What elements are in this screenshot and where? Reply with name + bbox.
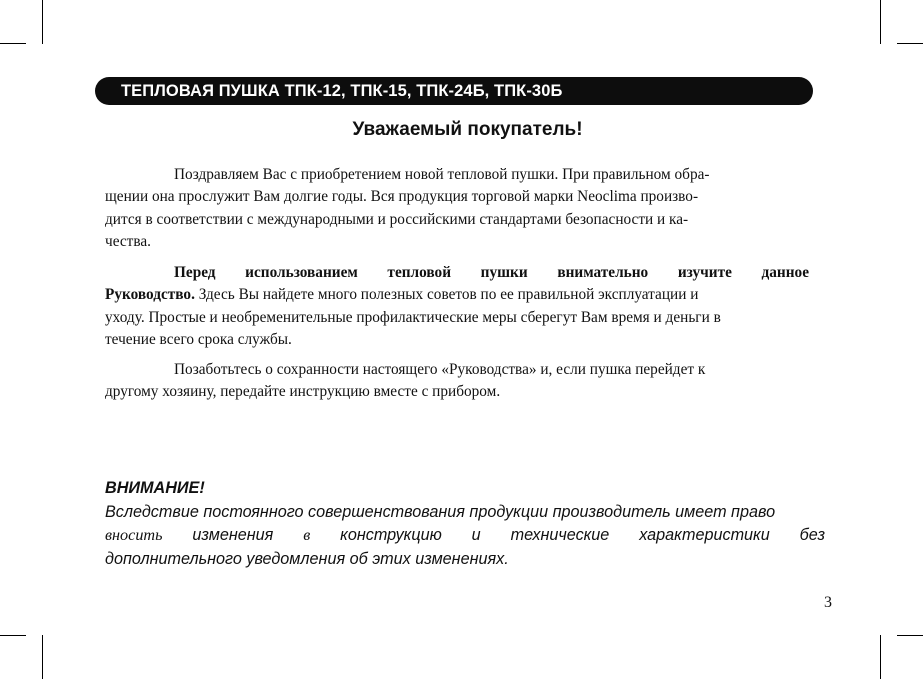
greeting-heading: Уважаемый покупатель!: [352, 119, 583, 140]
crop-mark-top-left-vertical: [42, 0, 43, 44]
paragraph-line: щении она прослужит Вам долгие годы. Вся продукция торговой марки Neoclima произво-: [105, 188, 699, 206]
attention-title: ВНИМАНИЕ!: [105, 479, 205, 497]
attention-notice: [105, 477, 825, 571]
crop-mark-top-right-vertical: [880, 0, 881, 44]
attention-word: изменения: [192, 526, 274, 544]
paragraph-line: [105, 284, 809, 306]
attention-word: технические: [510, 526, 610, 544]
attention-line: Вследствие постоянного совершенствования продукции производитель имеет право: [105, 502, 776, 521]
intro-paragraph: [105, 164, 809, 253]
crop-mark-bottom-left-horizontal: [0, 635, 26, 636]
crop-mark-bottom-left-vertical: [42, 635, 43, 679]
header-title: ТЕПЛОВАЯ ПУШКА ТПК-12, ТПК-15, ТПК-24Б, ТПК-30Б: [121, 81, 563, 100]
crop-mark-bottom-right-vertical: [880, 635, 881, 679]
attention-word: без: [799, 526, 826, 544]
keep-manual-paragraph: [105, 359, 809, 404]
paragraph-line-rest: Здесь Вы найдете много полезных советов по ее правильной эксплуатации и: [194, 286, 699, 304]
paragraph-line: течение всего срока службы.: [105, 330, 292, 348]
page-number: 3: [824, 594, 832, 611]
paragraph-line: Поздравляем Вас с приобретением новой тепловой пушки. При правильном обра-: [174, 166, 710, 183]
attention-line: [105, 524, 825, 548]
usage-paragraph: [105, 262, 809, 351]
paragraph-line: чества.: [105, 232, 151, 250]
attention-word: конструкцию: [340, 526, 442, 544]
paragraph-line: уходу. Простые и необременительные профилактические меры сберегут Вам время и деньги в: [105, 308, 721, 326]
attention-word: и: [471, 526, 481, 544]
paragraph-line: дится в соответствии с международными и российскими стандартами безопасности и ка-: [105, 210, 689, 228]
crop-mark-bottom-right-horizontal: [897, 635, 923, 636]
crop-mark-top-left-horizontal: [0, 43, 26, 44]
header-bar: [95, 77, 813, 105]
crop-mark-top-right-horizontal: [897, 43, 923, 44]
attention-line: дополнительного уведомления об этих изменениях.: [105, 549, 509, 568]
paragraph-line: другому хозяину, передайте инструкцию вместе с прибором.: [105, 383, 501, 401]
attention-word: в: [303, 526, 311, 544]
attention-word: вносить: [105, 526, 163, 544]
manual-emphasis: Руководство.: [105, 286, 195, 304]
paragraph-line: Позаботьтесь о сохранности настоящего «Руководства» и, если пушка перейдет к: [174, 361, 706, 378]
paragraph-line-bold: Перед использованием тепловой пушки внимательно изучите данное: [174, 264, 809, 281]
attention-word: характеристики: [639, 526, 770, 544]
